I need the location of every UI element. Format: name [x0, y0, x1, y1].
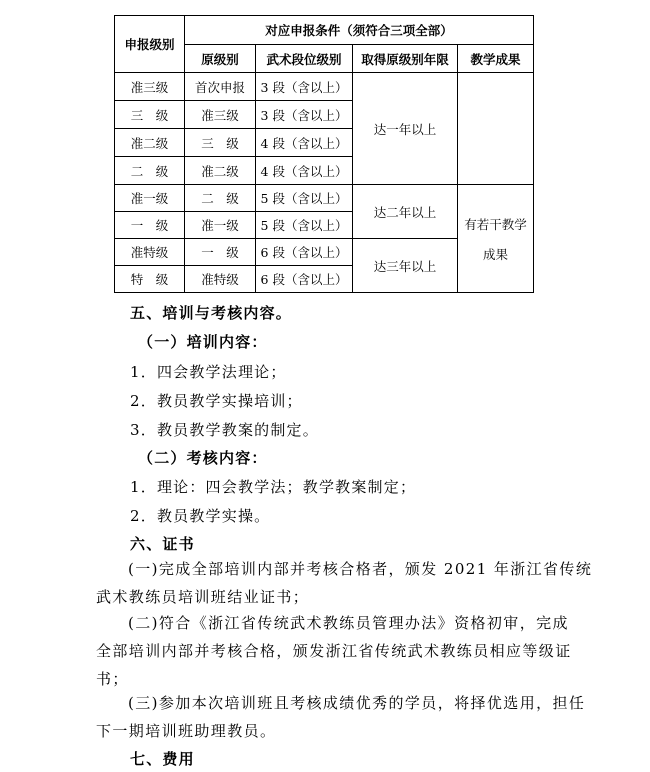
section-5-sub2-heading: （二）考核内容： — [138, 449, 268, 467]
cell-dan: 4 段（含以上） — [256, 157, 353, 185]
list-item: 3．教员教学教案的制定。 — [130, 421, 319, 439]
cell-original: 准一级 — [185, 212, 256, 239]
list-item: 1．四会教学法理论； — [130, 363, 287, 381]
section-5-heading: 五、培训与考核内容。 — [130, 304, 293, 322]
header-dan-level: 武术段位级别 — [256, 45, 353, 73]
cell-original: 准特级 — [185, 266, 256, 293]
cell-level: 准二级 — [115, 129, 185, 157]
cell-dan: 3 段（含以上） — [256, 101, 353, 129]
paragraph-line: (三)参加本次培训班且考核成绩优秀的学员，将择优选用，担任 — [128, 694, 586, 712]
cell-years-2: 达二年以上 — [353, 185, 458, 239]
table-row — [115, 73, 534, 101]
cell-level: 特 级 — [115, 266, 185, 293]
header-years: 取得原级别年限 — [353, 45, 458, 73]
header-conditions: 对应申报条件（须符合三项全部） — [185, 16, 534, 45]
cell-level: 准三级 — [115, 73, 185, 101]
list-item: 2．教员教学实操培训； — [130, 392, 303, 410]
list-item: 2．教员教学实操。 — [130, 507, 271, 525]
cell-years-3: 达三年以上 — [353, 239, 458, 293]
cell-level: 二 级 — [115, 157, 185, 185]
cell-achievement — [458, 185, 534, 293]
achievement-line-2: 成果 — [482, 246, 508, 262]
cell-dan: 4 段（含以上） — [256, 129, 353, 157]
cell-level: 准一级 — [115, 185, 185, 212]
table-row — [115, 185, 534, 212]
section-6-heading: 六、证书 — [130, 535, 195, 553]
qualification-table — [114, 15, 534, 293]
certificate-paragraph-3 — [96, 689, 586, 745]
cell-dan: 6 段（含以上） — [256, 266, 353, 293]
cell-original: 二 级 — [185, 185, 256, 212]
cell-level: 一 级 — [115, 212, 185, 239]
paragraph-line: 武术教练员培训班结业证书； — [96, 588, 310, 606]
certificate-paragraph-2 — [96, 609, 572, 693]
paragraph-line: (二)符合《浙江省传统武术教练员管理办法》资格初审，完成 — [128, 614, 569, 632]
cell-dan: 6 段（含以上） — [256, 239, 353, 266]
cell-dan: 5 段（含以上） — [256, 212, 353, 239]
cell-original: 准二级 — [185, 157, 256, 185]
header-achievement: 教学成果 — [458, 45, 534, 73]
cell-dan: 5 段（含以上） — [256, 185, 353, 212]
cell-dan: 3 段（含以上） — [256, 73, 353, 101]
paragraph-line: 书； — [96, 670, 129, 688]
cell-achievement-empty — [458, 73, 534, 185]
cell-original: 三 级 — [185, 129, 256, 157]
certificate-paragraph-1 — [96, 555, 593, 611]
cell-years-1: 达一年以上 — [353, 73, 458, 185]
section-5-sub1-heading: （一）培训内容： — [138, 333, 268, 351]
paragraph-line: 全部培训内部并考核合格，颁发浙江省传统武术教练员相应等级证 — [96, 642, 572, 660]
paragraph-line: 下一期培训班助理教员。 — [96, 722, 277, 740]
achievement-line-1: 有若干教学 — [464, 216, 527, 232]
cell-original: 首次申报 — [185, 73, 256, 101]
cell-level: 准特级 — [115, 239, 185, 266]
cell-level: 三 级 — [115, 101, 185, 129]
cell-original: 准三级 — [185, 101, 256, 129]
section-7-heading: 七、费用 — [130, 750, 195, 768]
cell-original: 一 级 — [185, 239, 256, 266]
list-item: 1．理论：四会教学法；教学教案制定； — [130, 478, 417, 496]
header-original-level: 原级别 — [185, 45, 256, 73]
header-level: 申报级别 — [115, 16, 185, 73]
paragraph-line: (一)完成全部培训内部并考核合格者，颁发 2021 年浙江省传统 — [128, 560, 593, 578]
